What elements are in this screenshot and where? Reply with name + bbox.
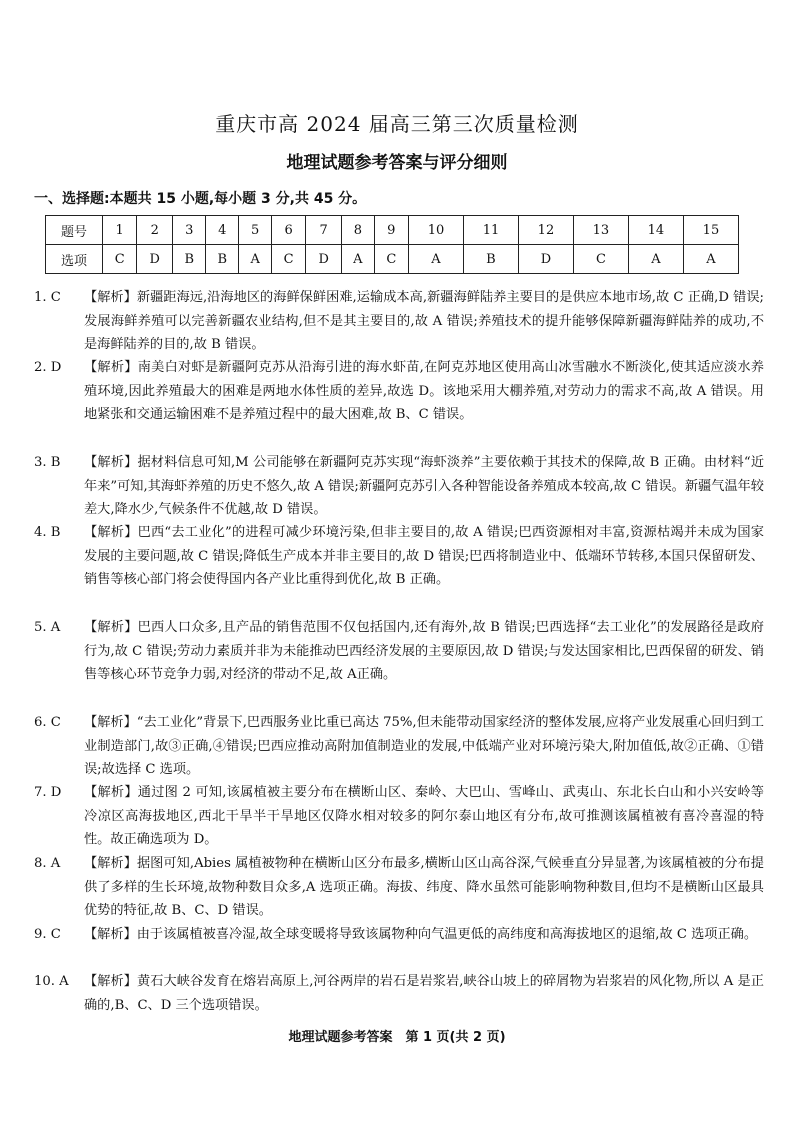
question-number: 7 <box>306 216 342 245</box>
explanation-text: 【解析】由于该属植被喜冷湿,故全球变暖将导致该属物种向气温更低的高纬度和高海拔地区的退缩,故 C 选项正确。 <box>84 927 758 942</box>
explanation-text: 【解析】巴西人口众多,且产品的销售范围不仅包括国内,还有海外,故 B 错误;巴西选择“去工业化”的发展路径是政府行为,故 C 错误;劳动力素质并非为未能推动巴西经济发展的主要原因,故 D 错误;与发达国家相比,巴西保留的研发、销售等核心环节竞争力弱,对经济的带动不足,故 A正确。 <box>84 620 764 682</box>
explanation-number: 2. D <box>34 360 62 375</box>
question-number: 2 <box>137 216 173 245</box>
section-heading: 一、选择题:本题共 15 小题,每小题 3 分,共 45 分。 <box>34 191 367 207</box>
explanation-number: 7. D <box>34 785 62 800</box>
answer-row <box>46 245 739 274</box>
explanation-text: 【解析】据材料信息可知,M 公司能够在新疆阿克苏实现“海虾淡养”主要依赖于其技术的保障,故 B 正确。由材料“近年来”可知,其海虾养殖的历史不悠久,故 A 错误;新疆阿克苏引入各种智能设备养殖成本较高,故 C 错误。新疆气温年较差大,降水少,气候条件不优越,故 D 错误。 <box>84 455 764 517</box>
question-number: 1 <box>103 216 137 245</box>
explanation-number: 10. A <box>34 974 69 989</box>
answer-cell: C <box>103 245 137 274</box>
question-number: 12 <box>518 216 573 245</box>
answer-cell: C <box>271 245 305 274</box>
answer-cell: B <box>173 245 206 274</box>
answer-cell: B <box>463 245 518 274</box>
answer-table <box>45 215 739 274</box>
row-label: 题号 <box>46 216 103 245</box>
explanation-text: 【解析】据图可知,Abies 属植被物种在横断山区分布最多,横断山区山高谷深,气候垂直分异显著,为该属植被的分布提供了多样的生长环境,故物种数目众多,A 选项正确。海拔、纬度、降水虽然可能影响物种数目,但均不是横断山区最具优势的特征,故 B、C、D 错误。 <box>84 856 764 918</box>
answer-cell: A <box>239 245 272 274</box>
question-number: 11 <box>463 216 518 245</box>
question-number: 4 <box>206 216 239 245</box>
explanation-text: 【解析】通过图 2 可知,该属植被主要分布在横断山区、秦岭、大巴山、雪峰山、武夷山、东北长白山和小兴安岭等冷凉区高海拔地区,西北干旱半干旱地区仅降水相对较多的阿尔泰山地区有分布,故可推测该属植被有喜冷喜湿的特性。故正确选项为 D。 <box>84 785 764 847</box>
question-number: 3 <box>173 216 206 245</box>
answer-cell: C <box>374 245 408 274</box>
explanation-number: 5. A <box>34 620 61 635</box>
exam-title: 重庆市高 2024 届高三第三次质量检测 <box>215 112 579 136</box>
explanation-item <box>34 286 764 357</box>
answer-cell: C <box>573 245 628 274</box>
explanation-number: 6. C <box>34 715 61 730</box>
explanation-item <box>34 521 764 592</box>
question-number: 6 <box>271 216 305 245</box>
explanation-text: 【解析】黄石大峡谷发育在熔岩高原上,河谷两岸的岩石是岩浆岩,峡谷山坡上的碎屑物为岩浆岩的风化物,所以 A 是正确的,B、C、D 三个选项错误。 <box>84 974 764 1013</box>
answer-cell: D <box>306 245 342 274</box>
explanation-text: 【解析】新疆距海远,沿海地区的海鲜保鲜困难,运输成本高,新疆海鲜陆养主要目的是供应本地市场,故 C 正确,D 错误;发展海鲜养殖可以完善新疆农业结构,但不是其主要目的,故 A 错误;养殖技术的提升能够保障新疆海鲜陆养的成功,不是海鲜陆养的目的,故 B 错误。 <box>84 290 764 352</box>
question-number-row <box>46 216 739 245</box>
explanation-item <box>34 781 764 852</box>
answer-cell: A <box>628 245 683 274</box>
answer-cell: D <box>518 245 573 274</box>
question-number: 8 <box>342 216 375 245</box>
explanation-number: 3. B <box>34 455 61 470</box>
explanation-item <box>34 852 764 923</box>
explanation-text: 【解析】巴西“去工业化”的进程可减少环境污染,但非主要目的,故 A 错误;巴西资源相对丰富,资源枯竭并未成为国家发展的主要问题,故 C 错误;降低生产成本并非主要目的,故 D 错误;巴西将制造业中、低端环节转移,本国只保留研发、销售等核心部门将会使得国内各产业比重得到优化,故 B 正确。 <box>84 525 764 587</box>
question-number: 5 <box>239 216 272 245</box>
answer-cell: A <box>342 245 375 274</box>
question-number: 13 <box>573 216 628 245</box>
explanation-text: 【解析】南美白对虾是新疆阿克苏从沿海引进的海水虾苗,在阿克苏地区使用高山冰雪融水不断淡化,使其适应淡水养殖环境,因此养殖最大的困难是两地水体性质的差异,故选 D。该地采用大棚养殖,对劳动力的需求不高,故 A 错误。用地紧张和交通运输困难不是养殖过程中的最大困难,故 B、C 错误。 <box>84 360 764 422</box>
question-number: 10 <box>408 216 463 245</box>
explanation-number: 1. C <box>34 290 61 305</box>
answer-cell: A <box>683 245 738 274</box>
explanation-item <box>34 923 764 947</box>
explanation-item <box>34 356 764 427</box>
explanation-item <box>34 616 764 687</box>
row-label: 选项 <box>46 245 103 274</box>
explanation-number: 9. C <box>34 927 61 942</box>
explanation-text: 【解析】“去工业化”背景下,巴西服务业比重已高达 75%,但未能带动国家经济的整体发展,应将产业发展重心回归到工业制造部门,故③正确,④错误;巴西应推动高附加值制造业的发展,中低端产业对环境污染大,附加值低,故②正确、①错误;故选择 C 选项。 <box>84 715 764 777</box>
explanation-item <box>34 970 764 1017</box>
question-number: 9 <box>374 216 408 245</box>
answer-cell: D <box>137 245 173 274</box>
explanation-item <box>34 711 764 782</box>
answer-cell: B <box>206 245 239 274</box>
explanation-item <box>34 451 764 522</box>
answer-cell: A <box>408 245 463 274</box>
explanation-number: 8. A <box>34 856 61 871</box>
question-number: 15 <box>683 216 738 245</box>
page-footer: 地理试题参考答案 第 1 页(共 2 页) <box>288 1030 506 1045</box>
explanation-number: 4. B <box>34 525 61 540</box>
answer-key-subtitle: 地理试题参考答案与评分细则 <box>286 153 508 173</box>
question-number: 14 <box>628 216 683 245</box>
